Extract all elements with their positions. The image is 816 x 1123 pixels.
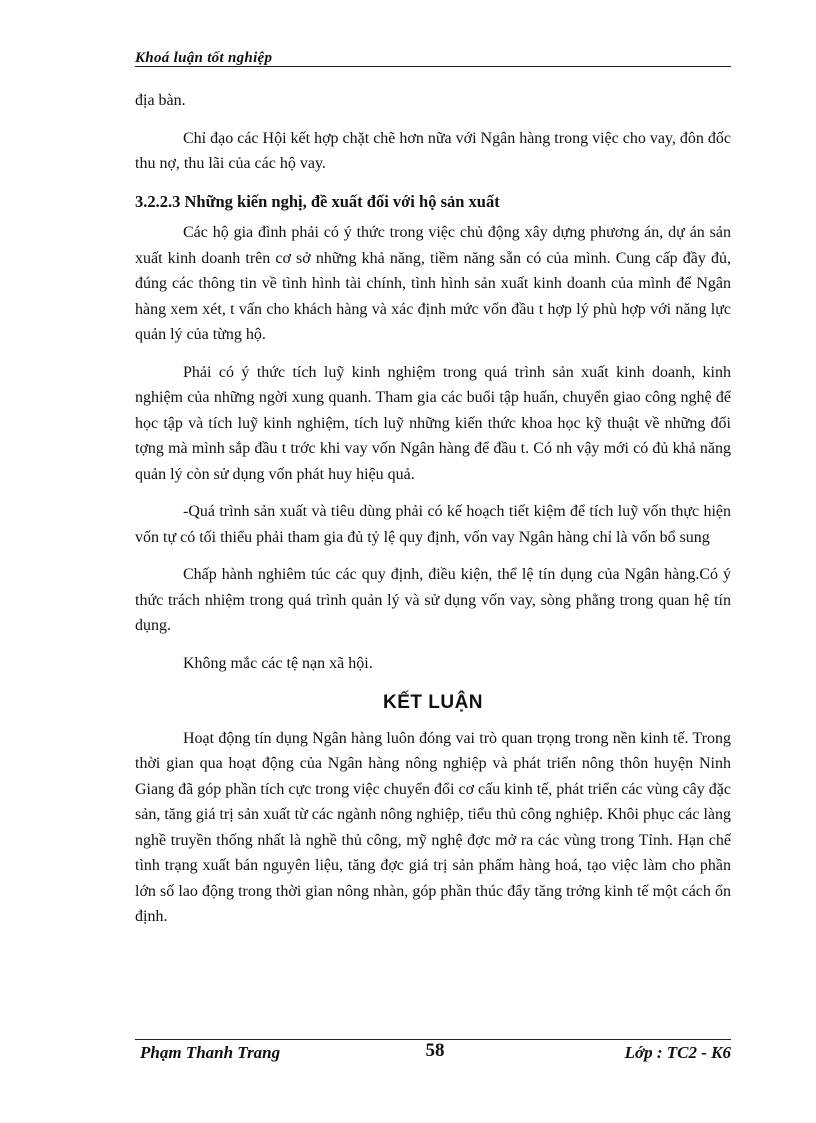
conclusion-heading: KẾT LUẬN (382, 692, 484, 713)
section-heading: 3.2.2.3 Những kiến nghị, đề xuất đối với hộ sản xuất (135, 191, 500, 211)
header-divider (135, 66, 731, 67)
paragraph: Chỉ đạo các Hội kết hợp chặt chẽ hơn nữa với Ngân hàng trong việc cho vay, đôn đốc thu nợ, thu lãi của các hộ vay. (135, 129, 731, 172)
page-number: 58 (425, 1040, 445, 1061)
footer-author: Phạm Thanh Trang (140, 1043, 281, 1062)
paragraph: Các hộ gia đình phải có ý thức trong việc chủ động xây dựng phương án, dự án sản xuất kinh doanh trên cơ sở những khả năng, tiềm năng sẵn có của mình. Cung cấp đầy đủ, đúng các thông tin về tình hình tài chính, tình hình sản xuất kinh doanh của mình để Ngân hàng xem xét, t vấn cho khách hàng và xác định mức vốn đầu t hợp lý phù hợp với năng lực quản lý của từng hộ. (135, 224, 731, 343)
page-body (135, 88, 731, 942)
paragraph: Chấp hành nghiêm túc các quy định, điều kiện, thể lệ tín dụng của Ngân hàng.Có ý thức trách nhiệm trong quá trình quản lý và sử dụng vốn vay, sòng phẳng trong quan hệ tín dụng. (135, 566, 731, 634)
paragraph-continuation: địa bàn. (135, 92, 186, 109)
paragraph: Phải có ý thức tích luỹ kinh nghiệm trong quá trình sản xuất kinh doanh, kinh nghiệm của những ngời xung quanh. Tham gia các buổi tập huấn, chuyển giao công nghệ để học tập và tích luỹ kinh nghiệm, tích luỹ những kiến thức khoa học kỹ thuật về những đối tợng mà mình sắp đầu t trớc khi vay vốn Ngân hàng để đầu t. Có nh vậy mới có đủ khả năng quản lý còn sử dụng vốn phát huy hiệu quả. (135, 363, 731, 483)
paragraph: -Quá trình sản xuất và tiêu dùng phải có kế hoạch tiết kiệm để tích luỹ vốn thực hiện vốn tự có tối thiểu phải tham gia đủ tỷ lệ quy định, vốn vay Ngân hàng chỉ là vốn bổ sung (135, 503, 731, 546)
paragraph: Hoạt động tín dụng Ngân hàng luôn đóng vai trò quan trọng trong nền kinh tế. Trong thời gian qua hoạt động của Ngân hàng nông nghiệp và phát triển nông thôn huyện Ninh Giang đã góp phần tích cực trong việc chuyển đổi cơ cấu kinh tế, phát triển các vùng cây đặc sản, tăng giá trị sản xuất từ các ngành nông nghiệp, tiểu thủ công nghiệp. Khôi phục các làng nghề truyền thống nhất là nghề thủ công, mỹ nghệ đợc mở ra các vùng trong Tỉnh. Hạn chế tình trạng xuất bán nguyên liệu, tăng đợc giá trị sản phẩm hàng hoá, tạo việc làm cho phần lớn số lao động trong thời gian nông nhàn, góp phần thúc đẩy tăng trởng kinh tế một cách ổn định. (135, 729, 731, 925)
running-header-title: Khoá luận tốt nghiệp (135, 50, 273, 66)
footer-class-label: Lớp : TC2 - K6 (624, 1043, 731, 1062)
paragraph: Không mắc các tệ nạn xã hội. (183, 654, 373, 672)
